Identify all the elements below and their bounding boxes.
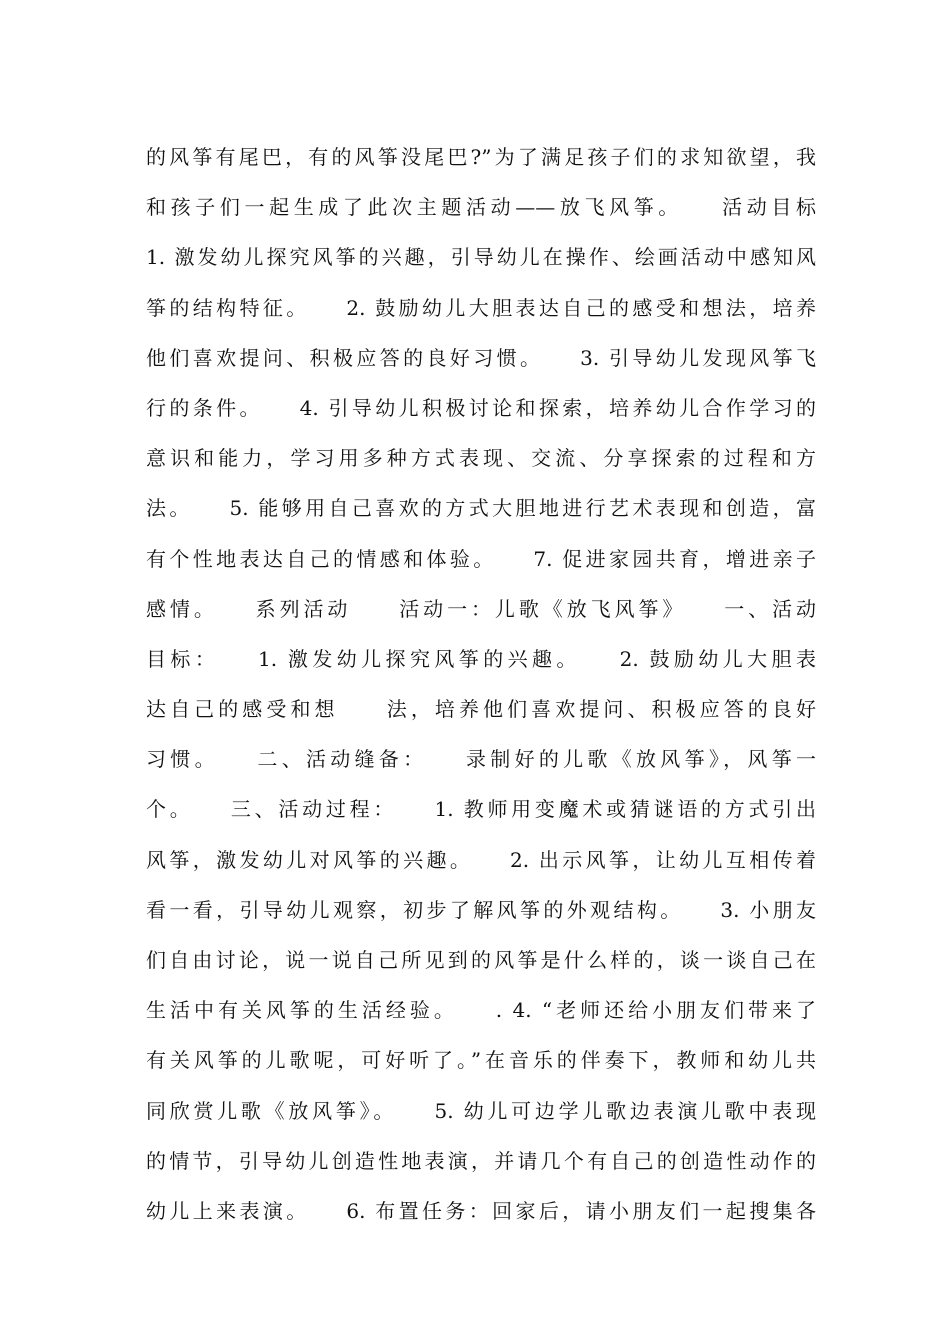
text-line: 看一看，引导幼儿观察，初步了解风筝的外观结构。 3. 小朋友 [146,897,816,922]
text-line: 有个性地表达自己的情感和体验。 7. 促进家园共育，增进亲子 [146,546,816,571]
text-line: 个。 三、活动过程： 1. 教师用变魔术或猜谜语的方式引出 [146,797,816,822]
text-line: 幼儿上来表演。 6. 布置任务：回家后，请小朋友们一起搜集各 [146,1198,816,1223]
text-line: 他们喜欢提问、积极应答的良好习惯。 3. 引导幼儿发现风筝飞 [146,345,816,370]
text-line: 生活中有关风筝的生活经验。 . 4. “老师还给小朋友们带来了 [146,998,816,1023]
text-line: 们自由讨论，说一说自己所见到的风筝是什么样的，谈一谈自己在 [146,948,816,972]
text-line: 达自己的感受和想 法，培养他们喜欢提问、积极应答的良好 [146,697,816,722]
text-line: 意识和能力，学习用多种方式表现、交流、分享探索的过程和方 [146,446,816,471]
text-line: 有关风筝的儿歌呢，可好听了。”在音乐的伴奏下，教师和幼儿共 [146,1048,816,1073]
text-line: 习惯。 二、活动缝备： 录制好的儿歌《放风筝》，风筝一 [146,747,816,772]
text-line: 同欣赏儿歌《放风筝》。 5. 幼儿可边学儿歌边表演儿歌中表现 [146,1098,816,1123]
text-line: 风筝，激发幼儿对风筝的兴趣。 2. 出示风筝，让幼儿互相传着 [146,847,816,872]
body-text [146,132,816,1236]
text-line: 1. 激发幼儿探究风筝的兴趣，引导幼儿在操作、绘画活动中感知风 [146,245,816,270]
text-line: 和孩子们一起生成了此次主题活动——放飞风筝。 活动目标 [146,195,816,220]
text-line: 感情。 系列活动 活动一：儿歌《放飞风筝》 一、活动 [146,596,816,621]
text-line: 的情节，引导幼儿创造性地表演，并请几个有自己的创造性动作的 [146,1148,816,1173]
text-line: 法。 5. 能够用自己喜欢的方式大胆地进行艺术表现和创造，富 [146,496,816,521]
text-line: 行的条件。 4. 引导幼儿积极讨论和探索，培养幼儿合作学习的 [146,395,816,420]
text-line: 筝的结构特征。 2. 鼓励幼儿大胆表达自己的感受和想法，培养 [146,295,816,320]
text-line: 目标： 1. 激发幼儿探究风筝的兴趣。 2. 鼓励幼儿大胆表 [146,646,816,671]
text-line: 的风筝有尾巴，有的风筝没尾巴?”为了满足孩子们的求知欲望，我 [146,145,816,169]
